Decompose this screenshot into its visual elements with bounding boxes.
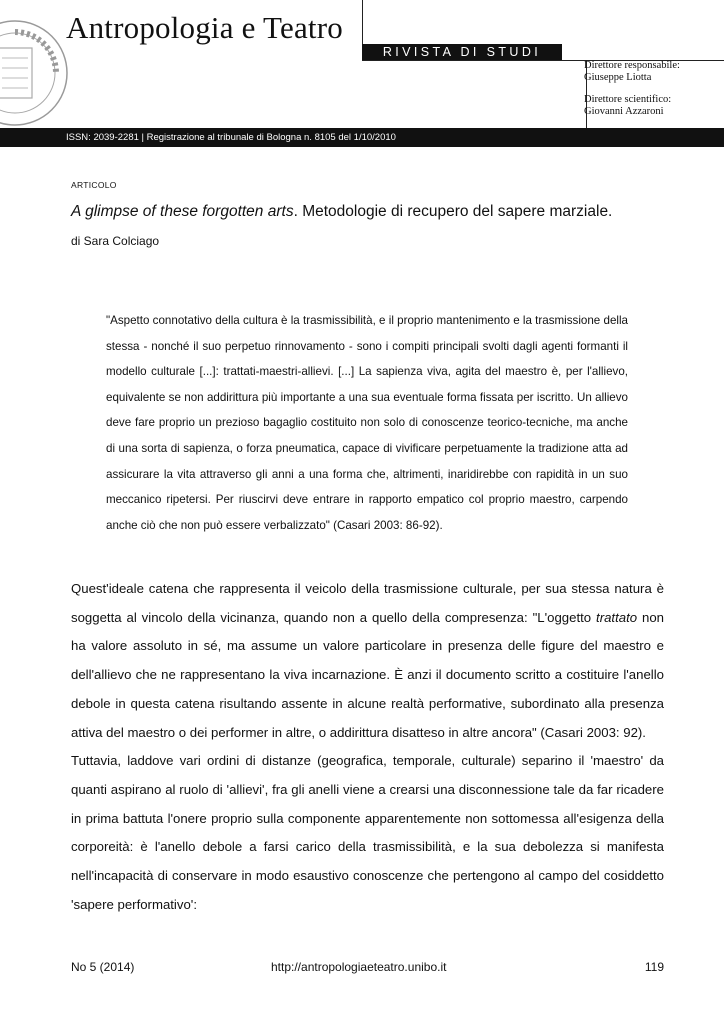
issn-band: ISSN: 2039-2281 | Registrazione al tribunale di Bologna n. 8105 del 1/10/2010 <box>0 128 724 147</box>
paragraph-text: Quest'ideale catena che rappresenta il veicolo della trasmissione culturale, per sua stessa natura è soggetta al vincolo della vicinanza, quando non a quello della compresenza: "L'oggetto <box>71 581 664 625</box>
director-responsible-label: Direttore responsabile: <box>584 60 680 71</box>
director-scientific-name: Giovanni Azzaroni <box>584 106 664 117</box>
article-title-rest: . Metodologie di recupero del sapere marziale. <box>293 203 613 220</box>
issue-number: No 5 (2014) <box>71 960 135 974</box>
section-label: ARTICOLO <box>71 180 117 190</box>
directors-info <box>584 60 680 128</box>
journal-subtitle: RIVISTA DI STUDI <box>362 44 562 60</box>
journal-url[interactable]: http://antropologiaeteatro.unibo.it <box>271 960 447 974</box>
header-divider <box>362 0 363 44</box>
body-paragraph <box>71 575 664 747</box>
article-title-italic: A glimpse of these forgotten arts <box>71 203 294 220</box>
page-number: 119 <box>644 960 664 974</box>
director-scientific-label: Direttore scientifico: <box>584 94 672 105</box>
article-body <box>71 575 664 919</box>
article-author: di Sara Colciago <box>71 234 160 248</box>
block-quote: "Aspetto connotativo della cultura è la trasmissibilità, e il proprio mantenimento e la trasmissione della stessa - nonché il suo perpetuo rinnovamento - sono i compiti principali svolti dagli agenti formanti il modello culturale [...]: trattati-maestri-allievi. [...] La sapienza viva, agita del maestro è, per l'allievo, equivalente se non addirittura più importante a una sua eventuale forma fissata per iscritto. Un allievo deve fare proprio un prezioso bagaglio costituito non solo di conoscenze teorico-tecniche, ma anche di una sorta di sapienza, o forza pneumatica, capace di vivificare perpetuamente la tradizione atta ad assicurare la vita attraverso gli anni a una forma che, altrimenti, inaridirebbe con rapidità in un suo meccanico ripetersi. Per riuscirvi deve entrare in rapporto empatico col proprio maestro, carpendo anche ciò che non può essere verbalizzato" (Casari 2003: 86-92). <box>106 314 628 532</box>
journal-title: Antropologia e Teatro <box>66 10 343 45</box>
article-title <box>71 203 612 221</box>
paragraph-text: non ha valore assoluto in sé, ma assume un valore particolare in presenza delle figure del maestro e dell'allievo che ne rappresentano la viva incarnazione. È anzi il documento scritto a costituire l'anello debole in questa catena risultando assente in alcune realtà performative, subordinato alla presenza attiva del maestro o dei performer in altre, o addirittura disatteso in altre ancora" (Casari 2003: 92). <box>71 609 665 740</box>
body-paragraph: Tuttavia, laddove vari ordini di distanze (geografica, temporale, culturale) separino il 'maestro' da quanti aspirano al ruolo di 'allievi', fra gli anelli viene a crearsi una disconnessione tale da far ricadere in prima battuta l'onere proprio sulla componente apparentemente non sottomessa all'esigenza della corporeità: è l'anello debole a farsi carico della trasmissibilità, e la sua debolezza si manifesta nell'incapacità di conservare in modo esaustivo conoscenze che pertengono al campo del cosiddetto 'sapere performativo': <box>71 753 664 912</box>
director-responsible-name: Giuseppe Liotta <box>584 72 652 83</box>
paragraph-italic: trattato <box>596 609 638 625</box>
university-seal-logo <box>0 18 70 128</box>
